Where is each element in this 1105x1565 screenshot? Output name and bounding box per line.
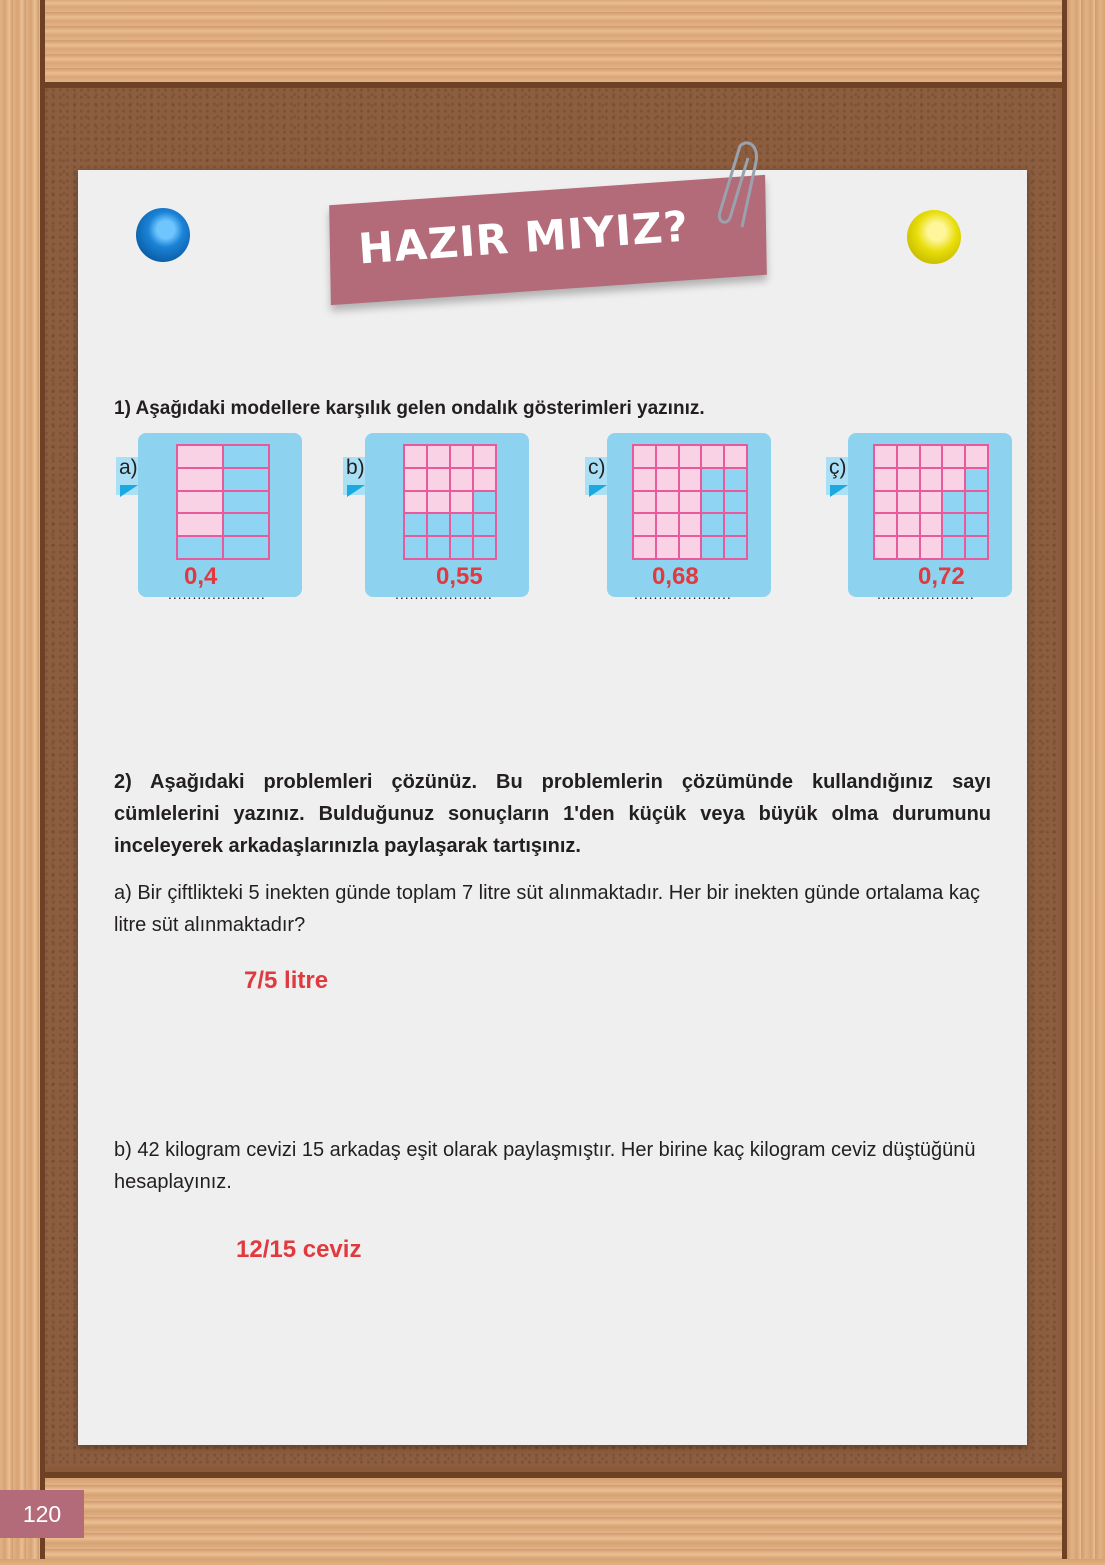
model-label-c: c) bbox=[588, 456, 606, 479]
answer-line-cedilla: .................... bbox=[877, 586, 975, 602]
yellow-pushpin-icon bbox=[907, 210, 961, 264]
model-grid-b bbox=[403, 444, 497, 560]
question-2-prompt: 2) Aşağıdaki problemleri çözünüz. Bu problemlerin çözümünde kullandığınız sayı cümlelerini yazınız. Bulduğunuz sonuçların 1'den küçük veya büyük olma durumunu inceleyerek arkadaşlarınızla paylaşarak tartışınız. bbox=[114, 771, 991, 857]
answer-c: 0,68 bbox=[652, 563, 699, 590]
answer-a: 0,4 bbox=[184, 563, 218, 590]
answer-b: 0,55 bbox=[436, 563, 483, 590]
model-grid-c bbox=[632, 444, 748, 560]
model-label-a: a) bbox=[119, 456, 138, 479]
wood-frame-bottom bbox=[0, 1472, 1105, 1565]
page-title: HAZIR MIYIZ? bbox=[356, 201, 691, 274]
model-grid-cedilla bbox=[873, 444, 989, 560]
model-grid-a bbox=[176, 444, 270, 560]
answer-2a: 7/5 litre bbox=[244, 967, 329, 994]
wood-frame-right bbox=[1062, 0, 1105, 1559]
answer-line-c: .................... bbox=[634, 586, 732, 602]
answer-2b: 12/15 ceviz bbox=[236, 1236, 362, 1263]
answer-line-b: .................... bbox=[395, 586, 493, 602]
answer-cedilla: 0,72 bbox=[918, 563, 965, 590]
wood-frame-top bbox=[0, 0, 1105, 88]
question-2a-text: a) Bir çiftlikteki 5 inekten günde toplam 7 litre süt alınmaktadır. Her bir inekten günde ortalama kaç litre süt alınmaktadır? bbox=[114, 882, 980, 936]
model-label-b: b) bbox=[346, 456, 365, 479]
paperclip-icon bbox=[712, 132, 760, 232]
model-label-cedilla: ç) bbox=[829, 456, 847, 479]
page-number: 120 bbox=[0, 1490, 84, 1538]
blue-pushpin-icon bbox=[136, 208, 190, 262]
question-1-prompt: 1) Aşağıdaki modellere karşılık gelen ondalık gösterimleri yazınız. bbox=[114, 398, 705, 419]
question-2b-text: b) 42 kilogram cevizi 15 arkadaş eşit olarak paylaşmıştır. Her birine kaç kilogram ceviz düştüğünü hesaplayınız. bbox=[114, 1139, 976, 1193]
wood-frame-left bbox=[0, 0, 45, 1559]
answer-line-a: .................... bbox=[168, 586, 266, 602]
